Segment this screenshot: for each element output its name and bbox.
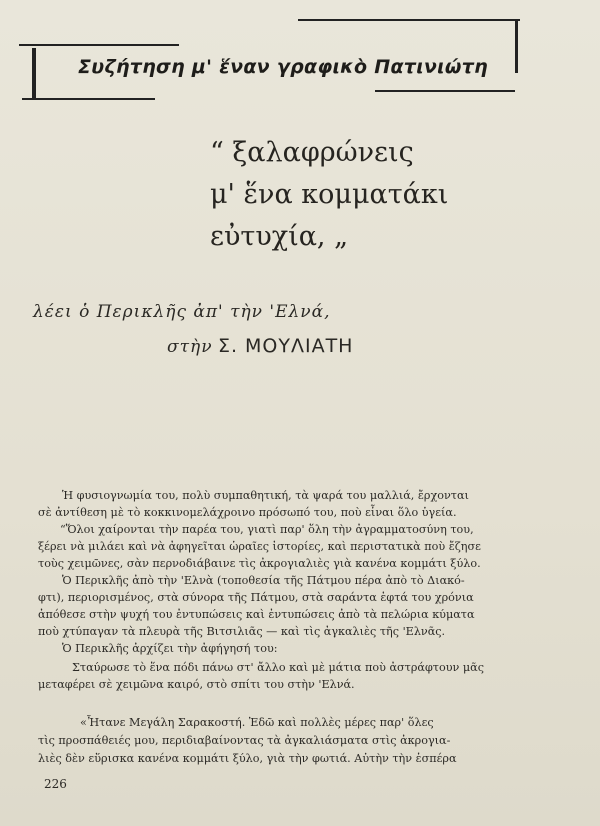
headline-line-2: μ' ἕνα κομματάκι: [210, 179, 449, 210]
body-line: λιὲς δὲν εὕρισκα κανένα κομμάτι ξύλο, γιὰ τὴν φωτιά. Αὐτὴν τὴν ἑσπέρα: [38, 752, 457, 765]
body-line: μεταφέρει σὲ χειμῶνα καιρό, στὸ σπίτι του στὴν 'Ελνά.: [38, 678, 355, 691]
body-line: σὲ ἀντίθεση μὲ τὸ κοκκινομελάχροινο πρόσωπό του, ποὺ εἶναι ὅλο ὑγεία.: [38, 506, 457, 519]
headline-quote: [210, 132, 580, 258]
header-top-rule: [298, 19, 520, 21]
headline-line-1: “ ξαλαφρώνεις: [210, 137, 414, 168]
body-line: Ἡ φυσιογνωμία του, πολὺ συμπαθητική, τὰ ψαρά του μαλλιά, ἔρχονται: [62, 489, 469, 502]
body-line: ἀπόθεσε στὴν ψυχή του ἐντυπώσεις καὶ ἐντυπώσεις ἀπὸ τὰ πελώρια κύματα: [38, 608, 475, 621]
header-left-rule: [32, 48, 36, 100]
header-title: Συζήτηση μ' ἕναν γραφικὸ Πατινιώτη: [78, 56, 488, 78]
body-line: Ὁ Περικλῆς ἀρχίζει τὴν ἀφήγησή του:: [62, 642, 278, 655]
body-line: Ὁ Περικλῆς ἀπὸ τὴν 'Ελνὰ (τοποθεσία τῆς Πάτμου πέρα ἀπὸ τὸ Διακό-: [62, 574, 465, 587]
body-line: φτι), περιορισμένος, στὰ σύνορα τῆς Πάτμου, στὰ σαράντα ἑφτά του χρόνια: [38, 591, 474, 604]
body-line: τὶς προσπάθειές μου, περιδιαβαίνοντας τὰ ἀγκαλιάσματα στὶς ἀκρογια-: [38, 734, 451, 747]
body-line: “Ὅλοι χαίρονται τὴν παρέα του, γιατὶ παρ' ὅλη τὴν ἀγραμματοσύνη του,: [60, 523, 474, 536]
body-line: Σταύρωσε τὸ ἕνα πόδι πάνω στ' ἄλλο καὶ μὲ μάτια ποὺ ἀστράφτουν μᾶς: [72, 661, 484, 674]
page-number: 226: [44, 777, 67, 791]
header-bottom-rule: [22, 98, 155, 100]
body-line: ποὺ χτύπαγαν τὰ πλευρὰ τῆς Βιτσιλιᾶς — καὶ τὶς ἀγκαλιὲς τῆς 'Ελνᾶς.: [38, 625, 446, 638]
byline-author-prefix: στὴν: [167, 337, 213, 357]
byline-author-name: Σ. ΜΟΥΛΙΑΤΗ: [217, 335, 354, 357]
headline-line-3: εὐτυχία, „: [210, 221, 349, 252]
body-line: ξέρει νὰ μιλάει καὶ νὰ ἀφηγεῖται ὡραῖες ἱστορίες, καὶ περιστατικὰ ποὺ ἔζησε: [38, 540, 481, 553]
body-line: τοὺς χειμῶνες, σὰν περνοδιάβαινε τὶς ἀκρογιαλιὲς γιὰ κανένα κομμάτι ξύλο.: [38, 557, 481, 570]
body-line: «Ἦτανε Μεγάλη Σαρακοστή. Ἐδῶ καὶ πολλὲς μέρες παρ' ὅλες: [80, 716, 434, 729]
byline-author: [167, 335, 353, 357]
byline-subject: λέει ὁ Περικλῆς ἀπ' τὴν 'Ελνά,: [33, 302, 331, 322]
